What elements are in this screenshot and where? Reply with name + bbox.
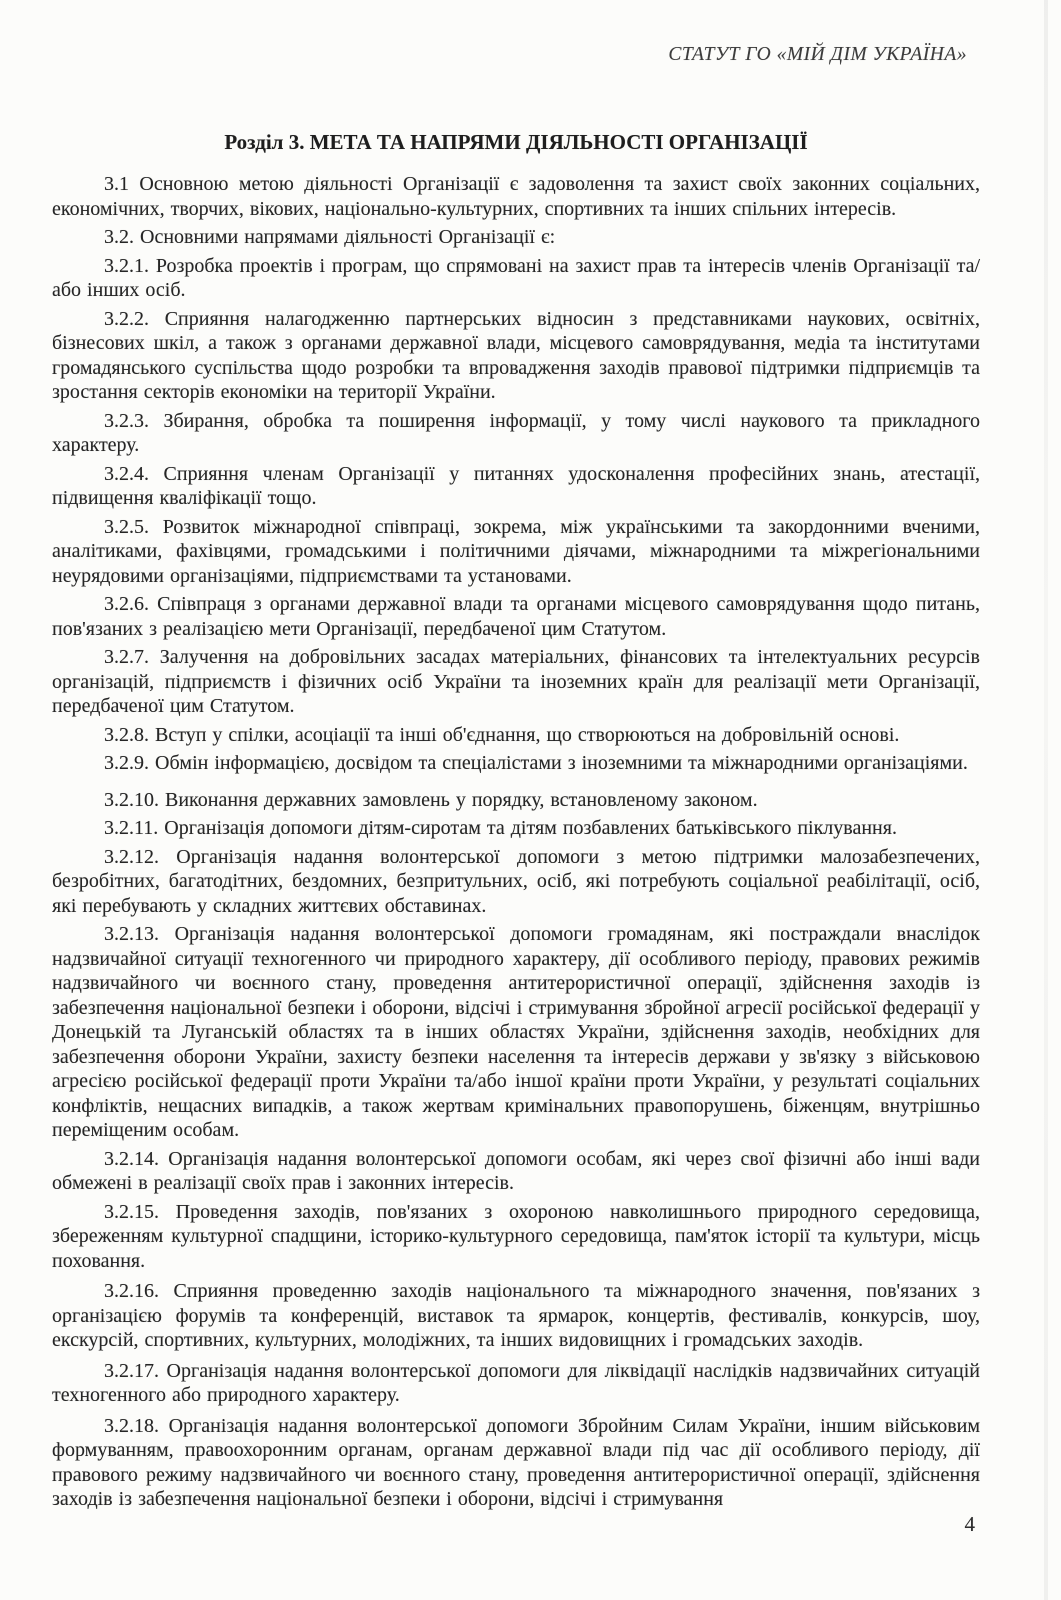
section-title: Розділ 3. МЕТА ТА НАПРЯМИ ДІЯЛЬНОСТІ ОРГАНІЗАЦІЇ — [224, 130, 808, 154]
para-3-2-3: 3.2.3. Збирання, обробка та поширення інформації, у тому числі наукового та прикладного характеру. — [52, 409, 980, 456]
para-3-2-14: 3.2.14. Організація надання волонтерської допомоги особам, які через свої фізичні або інші вади обмежені в реалізації своїх прав і законних інтересів. — [52, 1147, 980, 1194]
para-3-2-12: 3.2.12. Організація надання волонтерської допомоги з метою підтримки малозабезпечених, безробітних, багатодітних, бездомних, безпритульних, осіб, які потребують соціальної реабілітації, осіб, які перебувають у складних життєвих обставинах. — [52, 845, 980, 917]
page-number: 4 — [964, 1512, 975, 1536]
para-3-2-4: 3.2.4. Сприяння членам Організації у питаннях удосконалення професійних знань, атестації, підвищення кваліфікації тощо. — [52, 462, 980, 509]
scan-edge-shadow — [1044, 0, 1048, 1600]
para-3-2-6: 3.2.6. Співпраця з органами державної влади та органами місцевого самоврядування щодо питань, пов'язаних з реалізацією мети Організації, передбаченої цим Статутом. — [52, 593, 980, 640]
para-3-2-10: 3.2.10. Виконання державних замовлень у порядку, встановленому законом. — [104, 788, 758, 811]
para-3-2-13: 3.2.13. Організація надання волонтерської допомоги громадянам, які постраждали внаслідок надзвичайної ситуації техногенного чи природного характеру, дії особливого періоду, правових режимів надзвичайного чи воєнного стану, проведення антитерористичної операції, здійснення заходів із забезпечення національної безпеки і оборони, відсічі і стримування збройної агресії російської федерації у Донецькій та Луганській областях та в інших областях України, здійснення заходів, необхідних для забезпечення оборони України, захисту безпеки населення та інтересів держави у зв'язку з військовою агресією російської федерації проти України та/або іншої країни проти України, у результаті соціальних конфліктів, нещасних випадків, а також жертвам кримінальних правопорушень, біженцям, внутрішньо переміщеним особам. — [52, 923, 980, 1141]
para-3-2-17: 3.2.17. Організація надання волонтерської допомоги для ліквідації наслідків надзвичайних ситуацій техногенного або природного характеру. — [52, 1359, 980, 1406]
para-3-2-15: 3.2.15. Проведення заходів, пов'язаних з охороною навколишнього природного середовища, збереженням культурної спадщини, історико-культурного середовища, пам'яток історії та культури, місць поховання. — [52, 1200, 980, 1272]
para-3-2-18: 3.2.18. Організація надання волонтерської допомоги Збройним Силам України, іншим військовим формуванням, правоохоронним органам, органам державної влади під час дії особливого періоду, дії правового режиму надзвичайного чи воєнного стану, проведення антитерористичної операції, здійснення заходів із забезпечення національної безпеки і оборони, відсічі і стримування — [52, 1414, 980, 1510]
para-3-1: 3.1 Основною метою діяльності Організації є задоволення та захист своїх законних соціальних, економічних, творчих, вікових, національно-культурних, спортивних та інших спільних інтересів. — [52, 173, 980, 220]
para-3-2: 3.2. Основними напрямами діяльності Організації є: — [104, 226, 556, 248]
para-3-2-16: 3.2.16. Сприяння проведенню заходів національного та міжнародного значення, пов'язаних з організацією форумів та конференцій, виставок та ярмарок, концертів, фестивалів, конкурсів, шоу, екскурсій, спортивних, культурних, молодіжних, та інших видовищних і громадських заходів. — [52, 1280, 980, 1351]
running-header: СТАТУТ ГО «МІЙ ДІМ УКРАЇНА» — [668, 44, 967, 65]
para-3-2-7: 3.2.7. Залучення на добровільних засадах матеріальних, фінансових та інтелектуальних ресурсів організацій, підприємств і фізичних осіб України та іноземних країн для реалізації мети Організації, передбаченої цим Статутом. — [52, 646, 980, 717]
document-body — [52, 172, 980, 1512]
para-3-2-2: 3.2.2. Сприяння налагодженню партнерських відносин з представниками наукових, освітніх, бізнесових шкіл, а також з органами державної влади, місцевого самоврядування, медіа та інститутами громадянського суспільства щодо розробки та впровадження заходів правової підтримки підприємців та зростання секторів економіки на території України. — [52, 307, 980, 403]
para-3-2-1: 3.2.1. Розробка проектів і програм, що спрямовані на захист прав та інтересів членів Організації та/або інших осіб. — [52, 254, 980, 301]
para-3-2-9: 3.2.9. Обмін інформацією, досвідом та спеціалістами з іноземними та міжнародними організаціями. — [104, 752, 968, 774]
para-3-2-8: 3.2.8. Вступ у спілки, асоціації та інші об'єднання, що створюються на добровільній основі. — [104, 723, 900, 746]
para-3-2-11: 3.2.11. Організація допомоги дітям-сиротам та дітям позбавлених батьківського піклування. — [104, 817, 897, 839]
para-3-2-5: 3.2.5. Розвиток міжнародної співпраці, зокрема, між українськими та закордонними вченими, аналітиками, фахівцями, громадськими і політичними діячами, міжнародними та міжрегіональними неурядовими організаціями, підприємствами та установами. — [52, 515, 980, 587]
